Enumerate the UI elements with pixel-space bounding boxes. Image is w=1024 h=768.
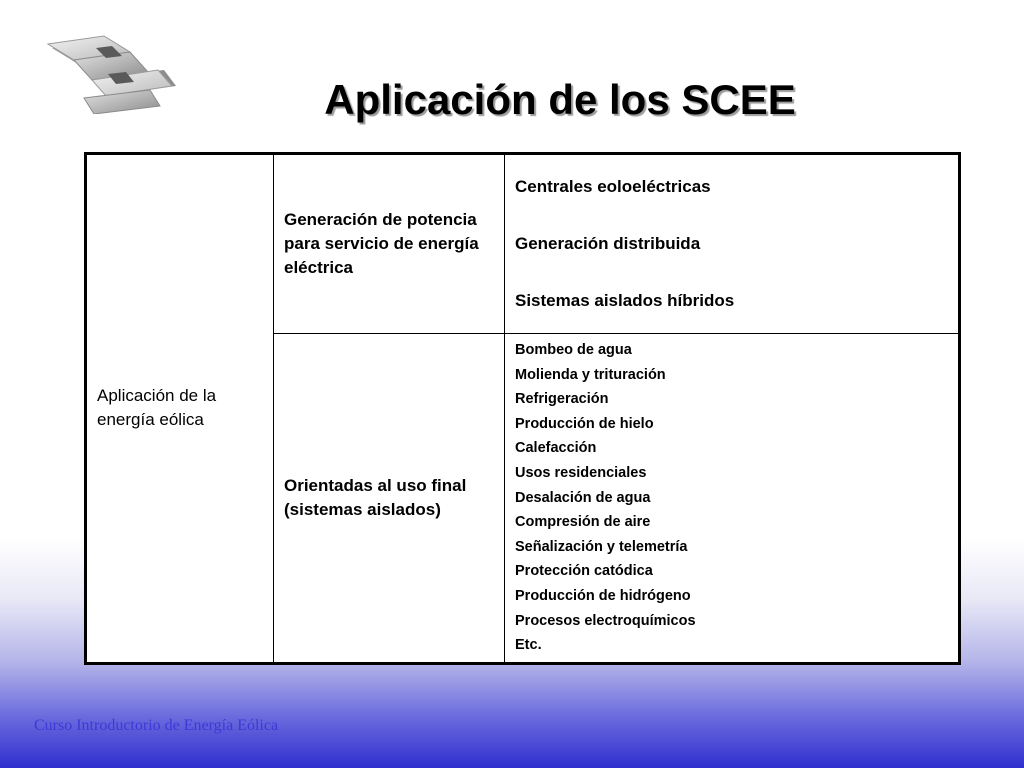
application-cell bbox=[86, 154, 274, 664]
items-cell bbox=[505, 154, 960, 334]
category-label: Orientadas al uso final (sistemas aislados) bbox=[284, 475, 467, 519]
category-cell bbox=[274, 334, 505, 664]
list-item: Calefacción bbox=[515, 440, 597, 457]
slide-title: Aplicación de los SCEE bbox=[324, 76, 796, 123]
list-item: Etc. bbox=[515, 637, 542, 654]
category-label: Generación de potencia para servicio de energía eléctrica bbox=[284, 210, 479, 277]
category-cell bbox=[274, 154, 505, 334]
list-item: Refrigeración bbox=[515, 391, 609, 408]
list-item: Molienda y trituración bbox=[515, 366, 666, 383]
list-item: Producción de hidrógeno bbox=[515, 587, 691, 604]
footer-course-name: Curso Introductorio de Energía Eólica bbox=[34, 717, 279, 734]
list-item: Centrales eoloeléctricas bbox=[515, 177, 711, 196]
application-label: Aplicación de la energía eólica bbox=[97, 386, 217, 430]
table-row bbox=[86, 154, 960, 334]
list-item: Protección catódica bbox=[515, 563, 653, 580]
list-item: Compresión de aire bbox=[515, 514, 651, 531]
list-item: Producción de hielo bbox=[515, 415, 654, 432]
items-cell bbox=[505, 334, 960, 664]
list-item: Bombeo de agua bbox=[515, 342, 632, 358]
list-item: Usos residenciales bbox=[515, 464, 647, 481]
list-item: Sistemas aislados híbridos bbox=[515, 291, 735, 310]
list-item: Generación distribuida bbox=[515, 234, 701, 253]
list-item: Desalación de agua bbox=[515, 489, 651, 506]
list-item: Procesos electroquímicos bbox=[515, 612, 696, 629]
list-item: Señalización y telemetría bbox=[515, 538, 688, 555]
applications-table bbox=[84, 152, 961, 665]
